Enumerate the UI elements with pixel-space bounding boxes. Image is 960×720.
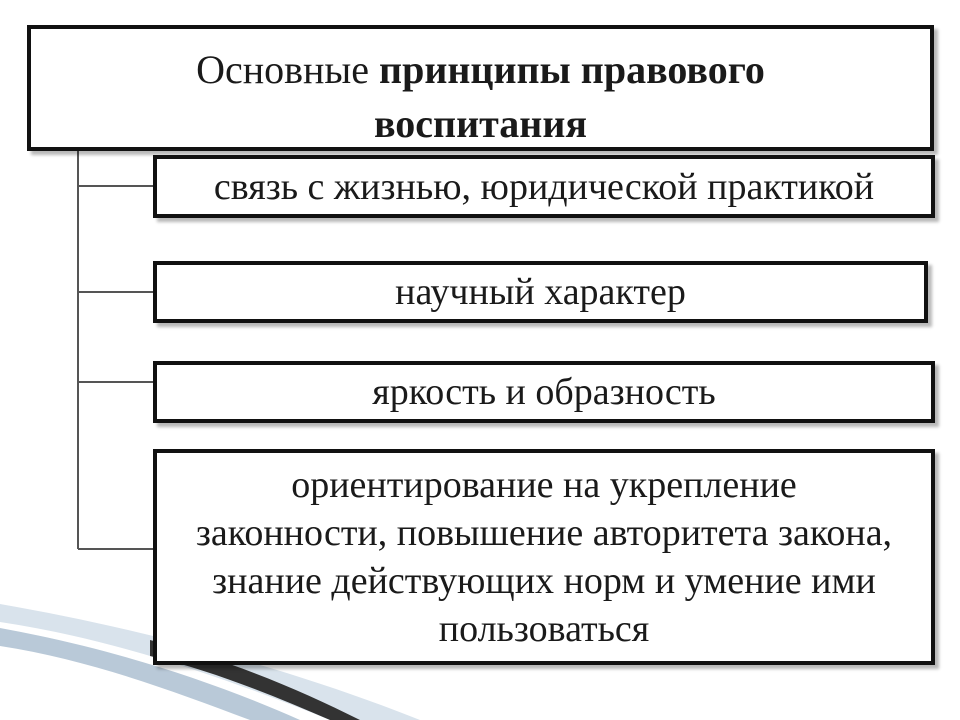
title-bold-line2: воспитания bbox=[373, 101, 588, 146]
principle-box-2 bbox=[153, 261, 928, 323]
title-plain: Основные bbox=[196, 47, 370, 92]
diagram-title bbox=[121, 43, 841, 151]
principle-box-4 bbox=[153, 449, 935, 665]
principle-box-1 bbox=[153, 155, 935, 218]
principle-label-3: яркость и образность bbox=[372, 371, 716, 413]
principle-label-4: ориентирование на укрепление законности, повышение авторитета закона, знание действующих норм и умение ими пользоваться bbox=[195, 464, 893, 650]
principle-label-2: научный характер bbox=[395, 271, 686, 313]
principle-box-3 bbox=[153, 361, 935, 423]
title-box bbox=[27, 25, 934, 151]
title-bold-line1: принципы правового bbox=[379, 47, 765, 92]
principle-label-1: связь с жизнью, юридической практикой bbox=[213, 165, 875, 208]
